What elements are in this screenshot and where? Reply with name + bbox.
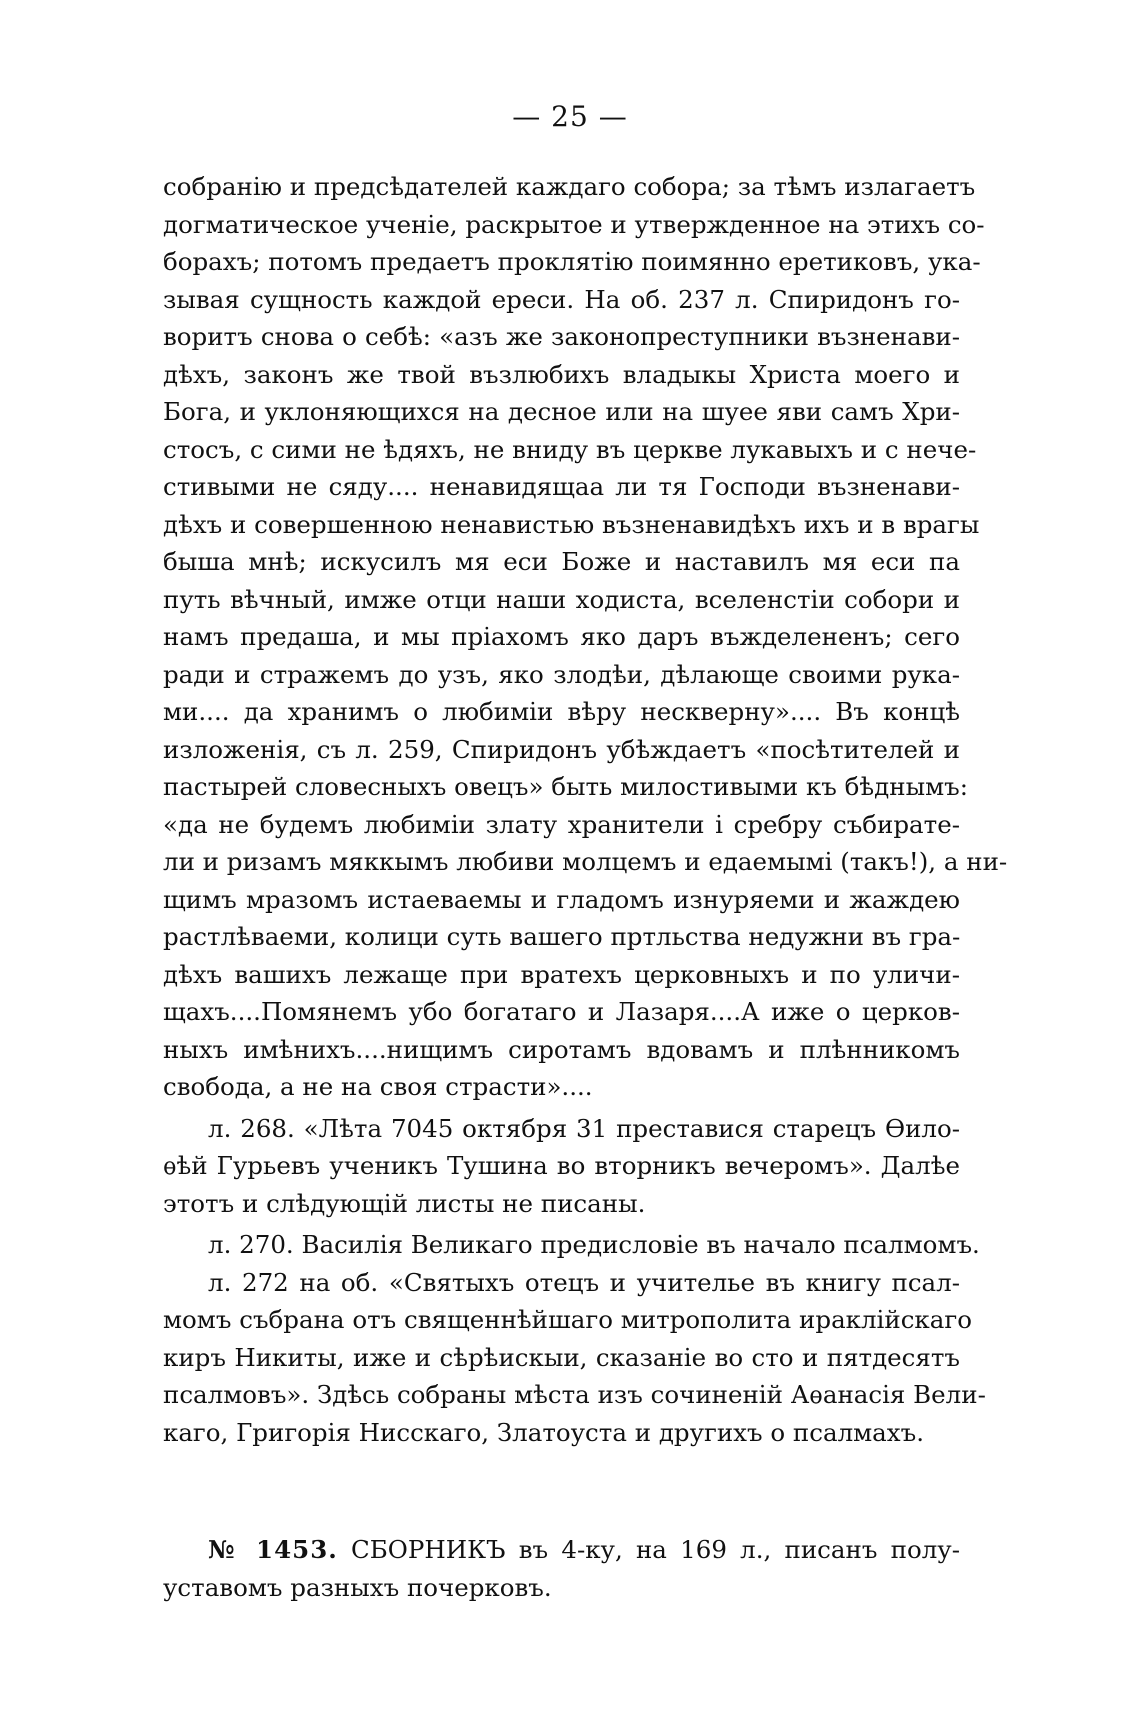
text-line: стосъ, с сими не ѣдяхъ, не вниду въ церкве лукавыхъ и с нече- (163, 434, 977, 464)
text-line: намъ предаша, и мы пріахомъ яко даръ въжделененъ; сего (163, 622, 960, 651)
text-line: Бога, и уклоняющихся на десное или на шуее яви самъ Хри- (163, 397, 960, 426)
text-line: стивыми не сяду.... ненавидящаа ли тя Господи възненави- (163, 472, 960, 501)
text-line: щахъ....Помянемъ убо богатаго и Лазаря....А иже о церков- (163, 997, 960, 1026)
catalog-entry-line (163, 1531, 960, 1569)
text-line: псалмовъ». Здѣсь собраны мѣста изъ сочиненій Аѳанасія Вели- (163, 1380, 986, 1409)
text-line: воритъ снова о себѣ: «азъ же законопреступники възненави- (163, 322, 960, 351)
text-line: ныхъ имѣнихъ....нищимъ сиротамъ вдовамъ и плѣнникомъ (163, 1034, 960, 1064)
text-line: дѣхъ вашихъ лежаще при вратехъ церковныхъ и по уличи- (163, 959, 960, 989)
text-line: ли и ризамъ мяккымъ любиви молцемъ и едаемымі (такъ!), а ни- (163, 847, 1008, 876)
text-line: собранію и предсѣдателей каждаго собора; за тѣмъ излагаетъ (163, 172, 976, 201)
text-line: ради и стражемъ до узъ, яко злодѣи, дѣлающе своими рука- (163, 659, 960, 689)
text-line: уставомъ разныхъ почерковъ. (163, 1572, 552, 1602)
page-number: — 25 — (512, 100, 628, 133)
catalog-entry (163, 1531, 960, 1606)
text-line: свобода, а не на своя страсти».... (163, 1072, 593, 1101)
text-line: зывая сущность каждой ереси. На об. 237 л. Спиридонъ го- (163, 284, 960, 314)
text-line: растлѣваеми, колици суть вашего пртльства недужни въ гра- (163, 922, 961, 951)
text-line: л. 270. Василія Великаго предисловіе въ начало псалмомъ. (208, 1230, 980, 1259)
text-line: пастырей словесныхъ овецъ» быть милостивыми къ бѣднымъ: (163, 772, 968, 801)
paragraph-leaf-272 (163, 1264, 986, 1452)
text-line: дѣхъ, законъ же твой възлюбихъ владыкы Христа моего и (163, 359, 960, 389)
paragraph-council-description (163, 168, 1008, 1106)
text-line: ми.... да хранимъ о любиміи вѣру нескверну».... Въ концѣ (163, 697, 960, 726)
section-gap (163, 1451, 960, 1531)
text-line: быша мнѣ; искусилъ мя еси Боже и наставилъ мя еси па (163, 547, 960, 576)
text-line: изложенія, съ л. 259, Спиридонъ убѣждаетъ «посѣтителей и (163, 734, 960, 764)
text-line: л. 272 на об. «Святыхъ отецъ и учителье въ книгу псал- (208, 1267, 960, 1297)
text-line: борахъ; потомъ предаетъ проклятію поимянно еретиковъ, ука- (163, 247, 981, 276)
text-line: догматическое ученіе, раскрытое и утвержденное на этихъ со- (163, 209, 985, 239)
text-line: момъ събрана отъ священнѣйшаго митрополита ираклійскаго (163, 1305, 972, 1334)
text-line: л. 268. «Лѣта 7045 октября 31 преставися старецъ Ѳило- (208, 1113, 960, 1143)
paragraph-leaf-268 (163, 1110, 960, 1223)
text-line: этотъ и слѣдующій листы не писаны. (163, 1188, 646, 1218)
text-line: щимъ мразомъ истаеваемы и гладомъ изнуряеми и жаждею (163, 884, 960, 914)
catalog-number: № 1453. (208, 1535, 338, 1564)
text-line: дѣхъ и совершенною ненавистью възненавидѣхъ ихъ и в врагы (163, 509, 980, 539)
paragraph-leaf-270 (163, 1226, 980, 1264)
text-line: ѳѣй Гурьевъ ученикъ Тушина во вторникъ вечеромъ». Далѣе (163, 1151, 960, 1180)
text-line: «да не будемъ любиміи злату хранители і сребру събирате- (163, 809, 960, 839)
text-line: киръ Никиты, иже и сѣрѣискыи, сказаніе во сто и пятдесятъ (163, 1342, 960, 1372)
text-body (163, 168, 1008, 1606)
text-line: путь вѣчный, имже отци наши ходиста, вселенстіи собори и (163, 584, 960, 614)
catalog-title: СБОРНИКЪ въ 4-ку, на 169 л., писанъ полу- (351, 1535, 960, 1564)
text-line: каго, Григорія Нисскаго, Златоуста и другихъ о псалмахъ. (163, 1417, 924, 1447)
